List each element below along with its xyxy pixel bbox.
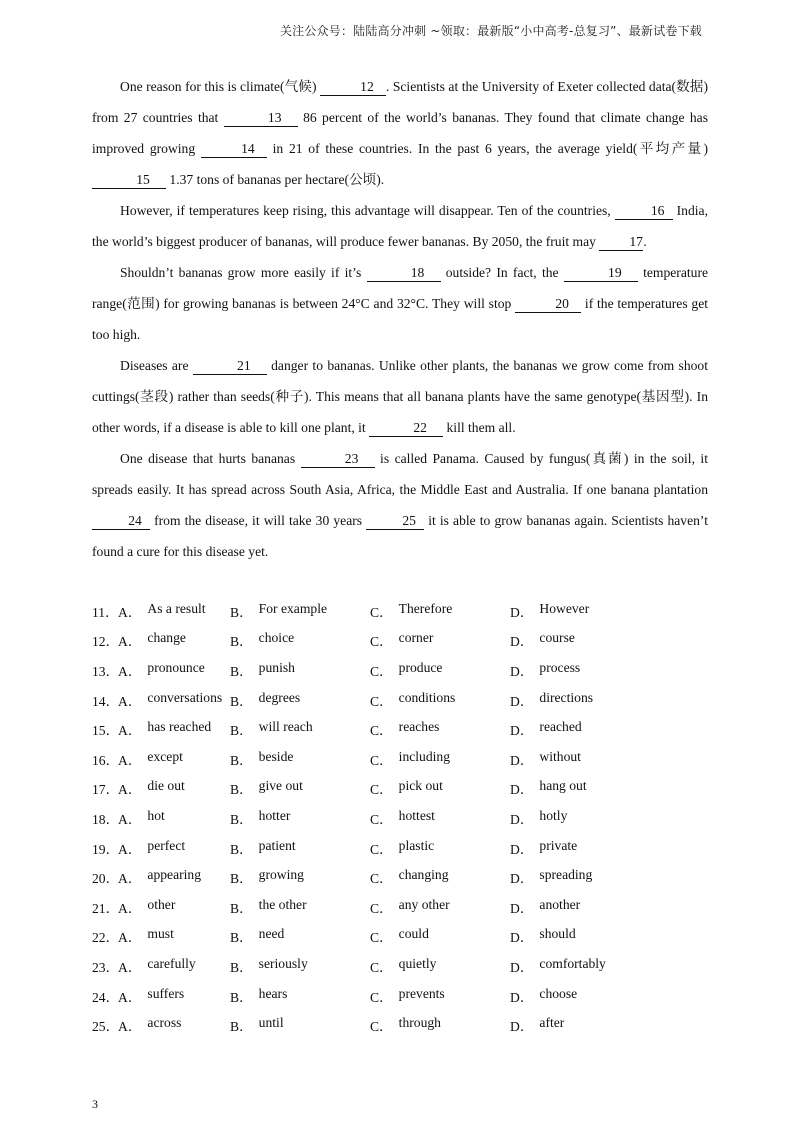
- option-b: [230, 630, 370, 650]
- option-text: until: [258, 1015, 284, 1031]
- option-b: [230, 956, 370, 976]
- option-letter: B．: [230, 752, 253, 768]
- question-options-row: [92, 862, 732, 892]
- option-text: change: [147, 630, 186, 646]
- option-letter: C．: [370, 900, 393, 916]
- option-text: pronounce: [147, 659, 205, 675]
- option-text: plastic: [398, 837, 435, 853]
- option-c: [370, 630, 510, 650]
- option-letter: C．: [370, 841, 393, 857]
- option-text: perfect: [147, 837, 186, 853]
- option-d: [510, 838, 660, 858]
- option-d: [510, 1015, 660, 1035]
- option-a: [118, 897, 230, 917]
- question-number: 22．: [92, 930, 120, 946]
- question-options-row: [92, 892, 732, 922]
- option-c: [370, 601, 510, 621]
- option-letter: C．: [370, 989, 393, 1005]
- option-letter: C．: [370, 871, 393, 887]
- option-letter: B．: [230, 930, 253, 946]
- option-letter: B．: [230, 900, 253, 916]
- option-a: [118, 630, 230, 650]
- option-text: comfortably: [539, 955, 606, 971]
- blank-19: 19: [564, 265, 638, 282]
- option-b: [230, 867, 370, 887]
- option-text: degrees: [258, 689, 301, 705]
- option-letter: A．: [118, 1019, 142, 1035]
- option-a: [118, 986, 230, 1006]
- option-letter: A．: [118, 634, 142, 650]
- option-text: suffers: [147, 985, 185, 1001]
- option-c: [370, 926, 510, 946]
- option-letter: B．: [230, 841, 253, 857]
- option-c: [370, 867, 510, 887]
- text: India, the world’s biggest producer of bananas, will produce fewer bananas. By 2050, the fruit may: [92, 203, 708, 249]
- option-text: reached: [539, 719, 582, 735]
- option-text: beside: [258, 748, 294, 764]
- question-number: 14．: [92, 693, 120, 709]
- option-a: [118, 601, 230, 621]
- option-c: [370, 749, 510, 769]
- option-letter: A．: [118, 604, 142, 620]
- option-b: [230, 808, 370, 828]
- option-text: hears: [258, 985, 288, 1001]
- option-letter: C．: [370, 811, 393, 827]
- question-options-row: [92, 922, 732, 952]
- option-d: [510, 690, 660, 710]
- option-letter: C．: [370, 693, 393, 709]
- option-letter: C．: [370, 723, 393, 739]
- option-d: [510, 630, 660, 650]
- option-text: pick out: [398, 778, 443, 794]
- option-text: including: [398, 748, 451, 764]
- option-a: [118, 778, 230, 798]
- option-c: [370, 956, 510, 976]
- question-options-row: [92, 951, 732, 981]
- option-text: give out: [258, 778, 303, 794]
- option-text: should: [539, 926, 576, 942]
- option-text: seriously: [258, 955, 308, 971]
- option-a: [118, 838, 230, 858]
- option-d: [510, 808, 660, 828]
- option-text: conversations: [147, 689, 223, 705]
- option-b: [230, 601, 370, 621]
- option-letter: D．: [510, 693, 534, 709]
- option-letter: B．: [230, 871, 253, 887]
- option-letter: A．: [118, 752, 142, 768]
- option-a: [118, 867, 230, 887]
- question-options-row: [92, 685, 732, 715]
- option-text: Therefore: [398, 600, 453, 616]
- option-letter: A．: [118, 871, 142, 887]
- option-c: [370, 660, 510, 680]
- option-letter: B．: [230, 811, 253, 827]
- blank-21: 21: [193, 358, 267, 375]
- option-letter: C．: [370, 782, 393, 798]
- option-b: [230, 926, 370, 946]
- paragraph-2: [92, 195, 708, 257]
- question-number: 21．: [92, 900, 120, 916]
- question-options-row: [92, 655, 732, 685]
- text: outside? In fact, the: [440, 265, 564, 280]
- text: is called Panama. Caused by fungus(真菌) in the soil, it spreads easily. It has spread across South Asia, Africa, the Middle East and Australia. If one banana plantation: [92, 451, 708, 497]
- question-number: 19．: [92, 841, 120, 857]
- option-letter: A．: [118, 841, 142, 857]
- option-b: [230, 1015, 370, 1035]
- option-text: could: [398, 926, 429, 942]
- question-options-row: [92, 744, 732, 774]
- option-d: [510, 986, 660, 1006]
- option-a: [118, 719, 230, 739]
- option-text: after: [539, 1015, 565, 1031]
- option-letter: A．: [118, 930, 142, 946]
- page-number: 3: [92, 1097, 98, 1111]
- option-text: the other: [258, 896, 307, 912]
- option-d: [510, 956, 660, 976]
- option-letter: C．: [370, 663, 393, 679]
- option-text: through: [398, 1015, 441, 1031]
- text: from the disease, it will take 30 years: [150, 513, 367, 528]
- option-a: [118, 808, 230, 828]
- option-letter: D．: [510, 811, 534, 827]
- option-letter: B．: [230, 693, 253, 709]
- option-letter: D．: [510, 663, 534, 679]
- option-a: [118, 660, 230, 680]
- option-text: hottest: [398, 807, 435, 823]
- blank-12: 12: [320, 79, 386, 96]
- option-a: [118, 749, 230, 769]
- option-a: [118, 926, 230, 946]
- option-text: hot: [147, 807, 165, 823]
- text: 86 percent of the world’s bananas. They found that climate change has improved growing: [92, 110, 708, 156]
- text: in 21 of these countries. In the past 6 years, the average yield(平均产量): [266, 141, 708, 156]
- option-letter: C．: [370, 604, 393, 620]
- option-c: [370, 808, 510, 828]
- option-text: hang out: [539, 778, 587, 794]
- option-text: prevents: [398, 985, 445, 1001]
- question-number: 15．: [92, 723, 120, 739]
- option-text: need: [258, 926, 285, 942]
- blank-17: 17: [599, 234, 643, 251]
- blank-24: 24: [92, 513, 150, 530]
- option-c: [370, 778, 510, 798]
- option-text: produce: [398, 659, 443, 675]
- text: .: [643, 234, 647, 249]
- option-text: spreading: [539, 867, 593, 883]
- option-d: [510, 897, 660, 917]
- question-number: 13．: [92, 663, 120, 679]
- question-options-row: [92, 714, 732, 744]
- option-letter: A．: [118, 693, 142, 709]
- option-letter: D．: [510, 752, 534, 768]
- text: Diseases are: [120, 358, 193, 373]
- option-b: [230, 690, 370, 710]
- blank-18: 18: [367, 265, 441, 282]
- option-text: changing: [398, 867, 449, 883]
- option-d: [510, 778, 660, 798]
- option-text: hotly: [539, 807, 568, 823]
- paragraph-5: [92, 443, 708, 567]
- passage: [92, 71, 708, 567]
- blank-16: 16: [615, 203, 673, 220]
- text: One disease that hurts bananas: [120, 451, 301, 466]
- option-text: carefully: [147, 955, 196, 971]
- option-letter: A．: [118, 723, 142, 739]
- option-letter: B．: [230, 989, 253, 1005]
- option-letter: D．: [510, 634, 534, 650]
- option-text: choose: [539, 985, 578, 1001]
- option-letter: C．: [370, 930, 393, 946]
- option-letter: A．: [118, 959, 142, 975]
- blank-22: 22: [369, 420, 443, 437]
- text: kill them all.: [443, 420, 516, 435]
- question-options-row: [92, 981, 732, 1011]
- option-letter: A．: [118, 782, 142, 798]
- option-b: [230, 838, 370, 858]
- option-letter: D．: [510, 900, 534, 916]
- option-text: another: [539, 896, 581, 912]
- option-text: appearing: [147, 867, 202, 883]
- option-text: private: [539, 837, 578, 853]
- option-letter: B．: [230, 634, 253, 650]
- paragraph-3: [92, 257, 708, 350]
- option-text: without: [539, 748, 581, 764]
- option-letter: B．: [230, 782, 253, 798]
- paragraph-1: [92, 71, 708, 195]
- blank-20: 20: [515, 296, 581, 313]
- blank-15: 15: [92, 172, 166, 189]
- blank-25: 25: [366, 513, 424, 530]
- option-letter: C．: [370, 752, 393, 768]
- question-number: 24．: [92, 989, 120, 1005]
- option-letter: C．: [370, 1019, 393, 1035]
- option-text: will reach: [258, 719, 313, 735]
- option-d: [510, 749, 660, 769]
- option-text: For example: [258, 600, 327, 616]
- blank-14: 14: [201, 141, 267, 158]
- option-c: [370, 690, 510, 710]
- option-c: [370, 838, 510, 858]
- option-text: across: [147, 1015, 182, 1031]
- option-text: process: [539, 659, 581, 675]
- option-text: However: [539, 600, 590, 616]
- option-text: choice: [258, 630, 295, 646]
- option-text: course: [539, 630, 575, 646]
- option-b: [230, 778, 370, 798]
- option-c: [370, 897, 510, 917]
- option-letter: B．: [230, 723, 253, 739]
- option-text: hotter: [258, 807, 291, 823]
- option-text: corner: [398, 630, 434, 646]
- option-text: must: [147, 926, 174, 942]
- question-options-row: [92, 774, 732, 804]
- option-a: [118, 1015, 230, 1035]
- question-options-row: [92, 1010, 732, 1040]
- option-b: [230, 749, 370, 769]
- question-number: 12．: [92, 634, 120, 650]
- option-letter: D．: [510, 989, 534, 1005]
- option-text: other: [147, 896, 176, 912]
- option-letter: D．: [510, 959, 534, 975]
- question-options-row: [92, 596, 732, 626]
- question-number: 20．: [92, 871, 120, 887]
- text: However, if temperatures keep rising, this advantage will disappear. Ten of the countries,: [120, 203, 615, 218]
- option-text: directions: [539, 689, 594, 705]
- question-number: 23．: [92, 959, 120, 975]
- question-options-row: [92, 626, 732, 656]
- text: if the temperatures get too high.: [92, 296, 709, 342]
- question-options-row: [92, 803, 732, 833]
- text: One reason for this is climate(气候): [120, 79, 320, 94]
- option-letter: A．: [118, 811, 142, 827]
- blank-13: 13: [224, 110, 298, 127]
- option-b: [230, 897, 370, 917]
- option-b: [230, 986, 370, 1006]
- option-c: [370, 1015, 510, 1035]
- text: . Scientists at the University of Exeter collected data(数据) from 27 countries that: [92, 79, 708, 125]
- question-number: 18．: [92, 811, 120, 827]
- option-text: has reached: [147, 719, 212, 735]
- text: 1.37 tons of bananas per hectare(公顷).: [166, 172, 385, 187]
- option-d: [510, 867, 660, 887]
- option-letter: D．: [510, 604, 534, 620]
- blank-23: 23: [301, 451, 375, 468]
- option-d: [510, 601, 660, 621]
- option-letter: D．: [510, 723, 534, 739]
- question-number: 17．: [92, 782, 120, 798]
- option-c: [370, 719, 510, 739]
- option-text: growing: [258, 867, 304, 883]
- option-letter: A．: [118, 989, 142, 1005]
- option-letter: A．: [118, 663, 142, 679]
- option-a: [118, 956, 230, 976]
- option-text: conditions: [398, 689, 456, 705]
- option-text: except: [147, 748, 183, 764]
- option-b: [230, 719, 370, 739]
- option-text: die out: [147, 778, 185, 794]
- question-options-row: [92, 833, 732, 863]
- text: Shouldn’t bananas grow more easily if it’s: [120, 265, 367, 280]
- option-letter: B．: [230, 604, 253, 620]
- option-letter: B．: [230, 1019, 253, 1035]
- option-text: reaches: [398, 719, 440, 735]
- text: danger to bananas. Unlike other plants, the bananas we grow come from shoot cuttings(茎段) rather than seeds(种子). This means that all banana plants have the same genotype(基因型). In other words, if a disease is able to kill one plant, it: [92, 358, 708, 435]
- option-text: quietly: [398, 955, 437, 971]
- paragraph-4: [92, 350, 708, 443]
- option-c: [370, 986, 510, 1006]
- option-letter: B．: [230, 663, 253, 679]
- option-letter: A．: [118, 900, 142, 916]
- option-letter: C．: [370, 634, 393, 650]
- option-letter: D．: [510, 1019, 534, 1035]
- option-letter: C．: [370, 959, 393, 975]
- option-b: [230, 660, 370, 680]
- answer-options: [92, 596, 732, 1040]
- question-number: 11．: [92, 604, 119, 620]
- text: temperature range(范围) for growing bananas is between 24°C and 32°C. They will stop: [92, 265, 708, 311]
- text: it is able to grow bananas again. Scientists haven’t found a cure for this disease yet.: [92, 513, 708, 559]
- option-text: any other: [398, 896, 450, 912]
- question-number: 16．: [92, 752, 120, 768]
- option-letter: D．: [510, 782, 534, 798]
- option-d: [510, 719, 660, 739]
- option-text: patient: [258, 837, 296, 853]
- option-d: [510, 660, 660, 680]
- option-a: [118, 690, 230, 710]
- question-number: 25．: [92, 1019, 120, 1035]
- option-text: punish: [258, 659, 295, 675]
- option-letter: D．: [510, 930, 534, 946]
- page-header: 关注公众号：陆陆高分冲刺 ~领取：最新版“小中高考-总复习”、最新试卷下载: [279, 24, 702, 38]
- option-d: [510, 926, 660, 946]
- option-letter: B．: [230, 959, 253, 975]
- option-text: As a result: [147, 600, 206, 616]
- option-letter: D．: [510, 841, 534, 857]
- option-letter: D．: [510, 871, 534, 887]
